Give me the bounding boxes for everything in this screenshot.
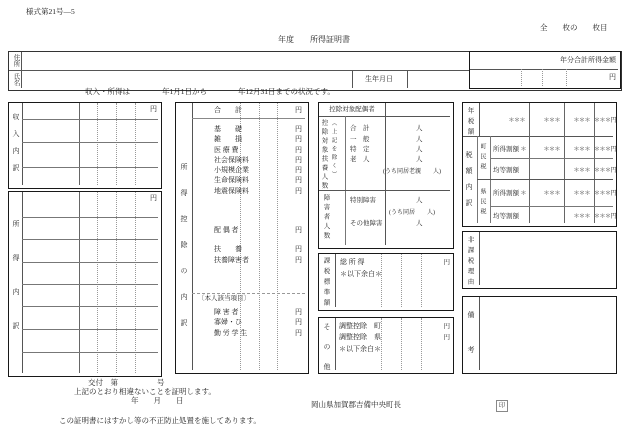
divider-line <box>407 70 408 88</box>
yen-unit: 円 <box>443 334 450 341</box>
divider-line <box>490 206 613 207</box>
divider-line <box>477 179 613 180</box>
tax-row-label: 所得割額 <box>493 146 519 153</box>
deduction-label: 扶 養 <box>214 245 242 254</box>
tax-cell: ＊＊＊ <box>543 147 560 153</box>
tax-cell: ＊＊＊ <box>573 214 590 220</box>
total-income-box <box>469 51 621 89</box>
tax-row-label: 均等割額 <box>493 213 519 220</box>
yen-unit: 円 <box>295 226 302 235</box>
annual-tax-cell: ＊＊＊円 <box>594 118 617 124</box>
disabled-row-label: 特別障害 <box>350 197 376 204</box>
tax-exempt-label: 非課税理由 <box>466 236 474 289</box>
deduction-total-label: 合 計 <box>214 106 242 114</box>
count-row-label: 合 計 <box>350 125 370 132</box>
deduction-box-label: 所得控除の内訳 <box>180 163 188 345</box>
divider-line <box>521 69 522 86</box>
birthdate-label: 生年月日 <box>365 75 393 83</box>
tax-cell: ＊ <box>520 147 526 153</box>
count-row-unit: 人 <box>416 146 423 153</box>
period-text-3: 年12月31日までの状況です。 <box>238 87 335 96</box>
yen-unit: 円 <box>295 245 302 254</box>
blank-below-note: ＊以下余白＊ <box>340 270 382 278</box>
deduction-row <box>192 317 305 327</box>
deduction-label: 社会保険料 <box>214 155 249 164</box>
divider-line <box>79 103 80 185</box>
deduction-label: 扶養障害者 <box>214 255 249 264</box>
deduction-label: 勤 労 学 生 <box>214 328 248 337</box>
divider-line <box>421 254 422 307</box>
income-breakdown-label: 収入内訳 <box>12 113 20 181</box>
tax-cell: ＊＊＊円 <box>594 147 617 153</box>
tax-cell: ＊ <box>520 191 526 197</box>
divider-line <box>116 192 117 373</box>
divider-line <box>135 103 136 185</box>
count-row-unit: 人 <box>416 136 423 143</box>
period-text-2: 年1月1日から <box>162 87 207 96</box>
period-text-1: 収入・所得は <box>85 87 130 96</box>
deduction-row <box>192 155 305 165</box>
yen-unit: 円 <box>295 145 302 154</box>
tax-cell: ＊＊＊ <box>573 191 590 197</box>
deduction-row <box>192 124 305 134</box>
remarks-box <box>462 296 617 381</box>
deduction-row <box>192 328 305 338</box>
security-note: この証明書にはすかし等の不正防止処置を施してあります。 <box>59 416 261 425</box>
tax-row-label: 所得割額 <box>493 190 519 197</box>
divider-line <box>470 69 618 70</box>
count-row-label: 一 般 <box>350 136 370 143</box>
count-row-unit: 人 <box>416 156 423 163</box>
annual-tax-cell: ＊＊＊ <box>543 118 560 124</box>
self-section-title: 〔本人該当項目〕 <box>198 294 250 302</box>
divider-line <box>22 306 158 307</box>
deduction-row <box>192 145 305 155</box>
deduction-label: 障 害 者 <box>214 307 239 316</box>
disabled-count-label: 障害者人数 <box>322 194 330 242</box>
divider-line <box>335 254 336 307</box>
divider-line <box>381 254 382 307</box>
divider-line <box>479 232 480 285</box>
blank-below-note: ＊以下余白＊ <box>339 345 381 353</box>
deduction-row <box>192 307 305 317</box>
divider-line <box>401 318 402 370</box>
divider-line <box>97 192 98 373</box>
divider-line <box>542 69 543 86</box>
yen-unit: 円 <box>150 194 157 202</box>
divider-line <box>22 192 23 373</box>
tax-base-label: 課税標準額 <box>322 257 330 310</box>
mayor-name: 岡山県加賀郡吉備中央町長 <box>311 400 401 409</box>
other-box-label: その他 <box>323 323 331 383</box>
deduction-row <box>192 165 305 175</box>
yen-unit: 円 <box>295 176 302 185</box>
dependents-count-label: 控除対象扶養人数 <box>320 119 328 191</box>
disabled-row-unit: 人 <box>416 197 423 204</box>
divider-line <box>381 318 382 370</box>
adjustment-row-label: 調整控除 町 <box>339 322 381 330</box>
yen-unit: 円 <box>295 106 302 114</box>
spouse-header: 控除対象配偶者 <box>329 106 375 113</box>
tax-cell: ＊＊＊円 <box>594 214 617 220</box>
deduction-row <box>192 255 305 265</box>
annual-tax-label: 年税額 <box>466 107 474 139</box>
deduction-row <box>192 186 305 196</box>
date-line: 年 月 日 <box>131 396 184 405</box>
tax-breakdown-label: 税額内訳 <box>465 151 473 215</box>
name-label: 氏名 <box>12 73 20 86</box>
deduction-box <box>175 102 309 374</box>
divider-line <box>22 142 158 143</box>
deduction-label: 配 偶 者 <box>214 226 239 235</box>
address-label: 住所 <box>12 54 20 67</box>
income-detail-box <box>8 191 162 377</box>
deduction-label: 医 療 費 <box>214 145 239 154</box>
divider-line <box>22 352 158 353</box>
divider-line <box>421 318 422 370</box>
divider-line <box>22 284 158 285</box>
divider-line <box>345 116 346 245</box>
annual-tax-box <box>462 102 617 227</box>
divider-line <box>335 318 336 370</box>
tax-cell: ＊＊＊円 <box>594 168 617 174</box>
yen-unit: 円 <box>295 155 302 164</box>
yen-unit: 円 <box>443 259 450 266</box>
other-box <box>318 317 454 383</box>
divider-line <box>135 192 136 373</box>
deduction-label: 小規模企業 <box>214 166 249 175</box>
pref-tax-label: 県民税 <box>479 188 485 218</box>
divider-line <box>479 297 480 370</box>
total-income-label: 年分合計所得金額 <box>560 56 616 64</box>
dependents-count-sublabel: （上記を除く） <box>330 120 337 180</box>
count-row-label: 老 人 <box>350 156 370 163</box>
deduction-total-row <box>192 103 305 119</box>
income-breakdown-box <box>8 102 162 189</box>
tax-exempt-box <box>462 231 617 289</box>
divider-line <box>22 239 158 240</box>
page-title: 年度 所得証明書 <box>278 35 350 44</box>
yen-unit: 円 <box>295 328 302 337</box>
deduction-row <box>192 244 305 254</box>
yen-unit: 円 <box>295 318 302 327</box>
yen-unit: 円 <box>443 323 450 330</box>
page-count: 全 枚の 枚目 <box>540 23 608 32</box>
divider-line <box>97 103 98 185</box>
yen-unit: 円 <box>295 307 302 316</box>
yen-unit: 円 <box>150 105 157 113</box>
divider-line <box>401 254 402 307</box>
yen-unit: 円 <box>609 73 616 81</box>
divider-line <box>22 217 158 218</box>
disabled-row-label: その他障害 <box>350 220 383 227</box>
gross-income-label: 総 所 得 <box>340 258 365 266</box>
deduction-label: 地震保険料 <box>214 186 249 195</box>
divider-line <box>319 190 450 191</box>
town-tax-label: 町民税 <box>479 143 485 173</box>
dependents-box <box>318 102 454 249</box>
divider-line <box>79 192 80 373</box>
tax-cell: ＊＊＊ <box>573 168 590 174</box>
divider-line <box>463 136 613 137</box>
divider-line <box>22 167 158 168</box>
yen-unit: 円 <box>295 255 302 264</box>
annual-tax-cell: ＊＊＊ <box>508 118 525 124</box>
deduction-row <box>192 175 305 185</box>
cohabiting-note: (うち同居 人) <box>389 210 435 216</box>
divider-line <box>22 329 158 330</box>
deduction-label: 生命保険料 <box>214 176 249 185</box>
tax-base-box <box>318 253 454 311</box>
income-detail-label: 所得内訳 <box>12 220 20 356</box>
annual-tax-cell: ＊＊＊ <box>573 118 590 124</box>
deduction-label: 基 礎 <box>214 125 242 133</box>
disabled-row-unit: 人 <box>416 220 423 227</box>
deduction-row <box>192 225 305 235</box>
remarks-label: 備考 <box>467 311 475 381</box>
divider-line <box>319 116 450 117</box>
deduction-label: 寡婦・ひ <box>214 318 242 327</box>
issue-number-suffix: 号 <box>157 378 165 387</box>
certification-statement: 上記のとおり相違ないことを証明します。 <box>74 387 216 396</box>
official-seal: 印 <box>496 400 508 412</box>
divider-line <box>22 262 158 263</box>
divider-line <box>490 158 613 159</box>
issue-number-label: 交付 第 <box>88 378 118 387</box>
adjustment-row-label: 調整控除 県 <box>339 333 381 341</box>
divider-line <box>116 103 117 185</box>
tax-row-label: 均等割額 <box>493 167 519 174</box>
yen-unit: 円 <box>295 186 302 195</box>
count-row-unit: 人 <box>416 125 423 132</box>
tax-cell: ＊＊＊円 <box>594 191 617 197</box>
deduction-label: 雑 損 <box>214 135 242 144</box>
divider-line <box>566 69 567 86</box>
tax-cell: ＊＊＊ <box>543 191 560 197</box>
yen-unit: 円 <box>295 125 302 133</box>
count-row-label: 特 定 <box>350 146 370 153</box>
yen-unit: 円 <box>295 166 302 175</box>
tax-cell: ＊＊＊ <box>573 147 590 153</box>
divider-line <box>22 103 23 185</box>
divider-line <box>22 119 158 120</box>
form-number: 様式第21号―5 <box>26 7 75 16</box>
cohabiting-parent-note: (うち同居老親 人) <box>383 169 441 175</box>
deduction-row <box>192 134 305 144</box>
yen-unit: 円 <box>295 135 302 144</box>
